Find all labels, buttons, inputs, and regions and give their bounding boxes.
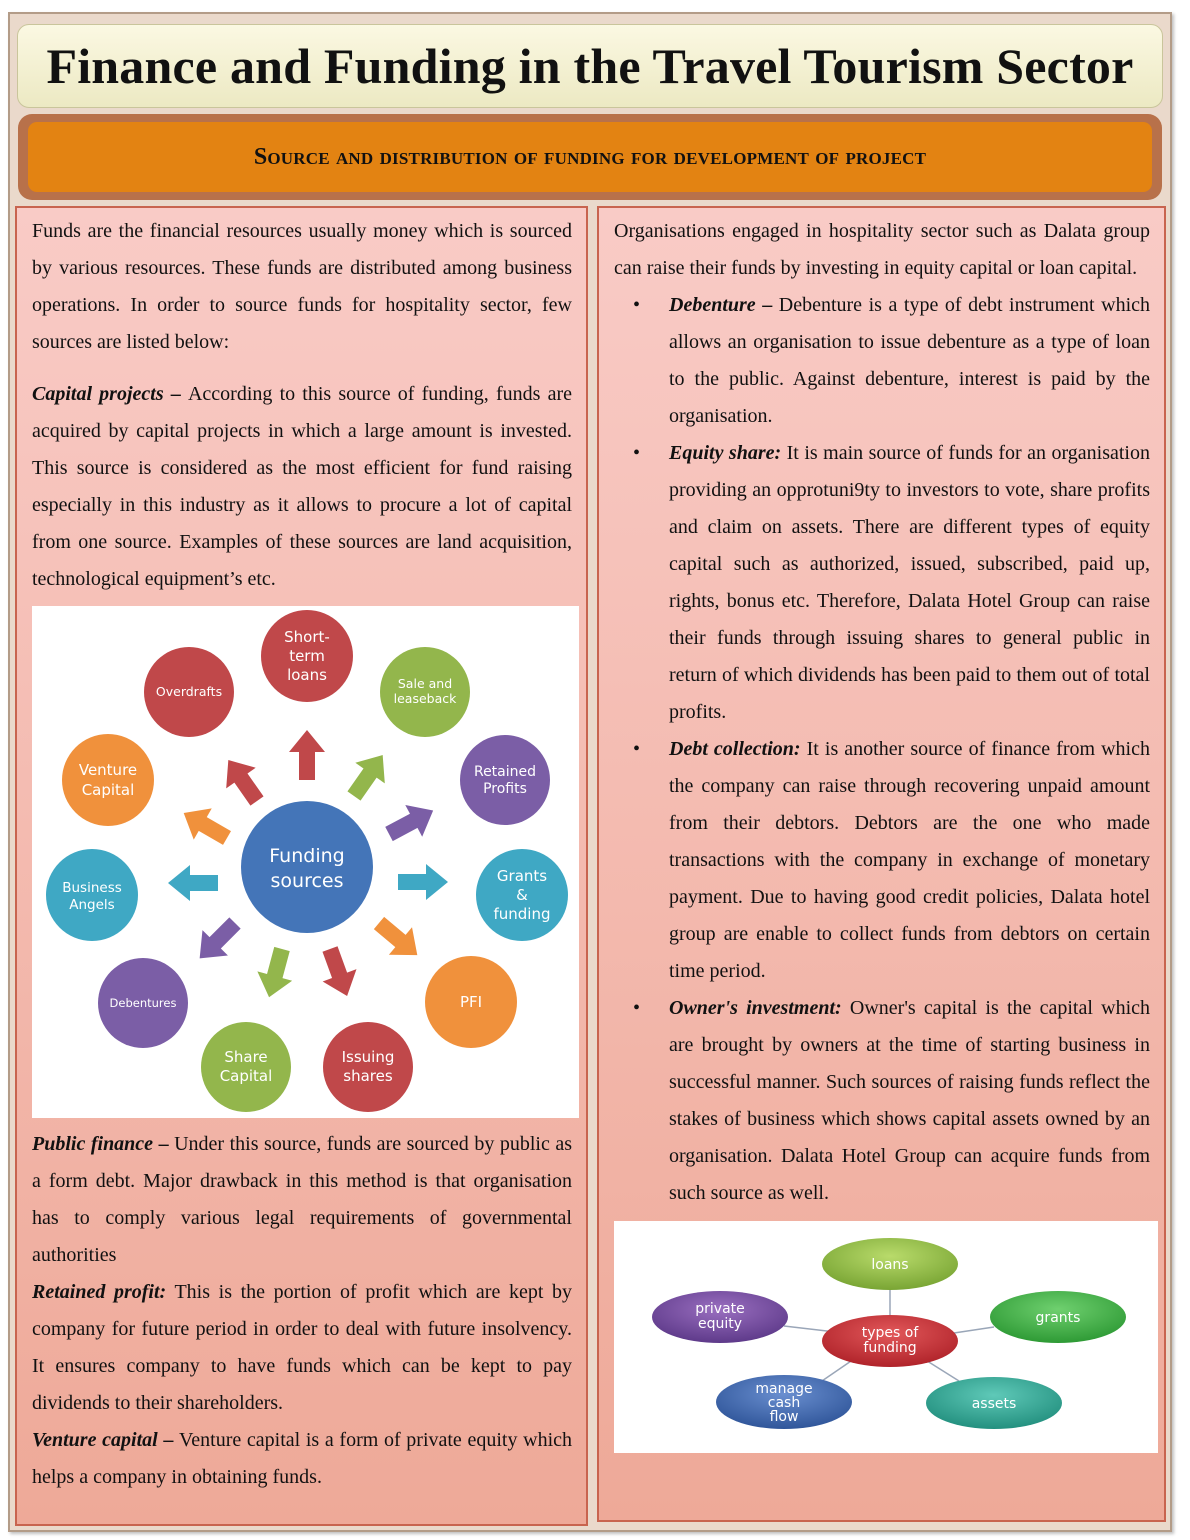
- center-label-1: Funding: [269, 845, 345, 867]
- equity-share-term: Equity share:: [669, 442, 782, 464]
- types-of-funding-diagram: [614, 1221, 1158, 1453]
- intro-paragraph: Funds are the financial resources usually money which is sourced by various resources. These funds are distributed among business operations. In order to source funds for hospitality sector, few sources are listed below:: [32, 220, 572, 353]
- loans-label: loans: [871, 1257, 909, 1273]
- arrow-left-icon: [168, 865, 218, 901]
- pfi-label: PFI: [459, 993, 483, 1011]
- title-banner: [17, 24, 1163, 108]
- list-item-debenture: [669, 287, 1150, 435]
- venture-label-1: Venture: [78, 761, 138, 779]
- debt-collection-text: It is another source of finance from which the company can raise through recovering unpaid amount from their debtors. Debtors are the one who made transactions with the company in exchange of monetary payment. Due to having good credit policies, Dalata hotel group are enable to collect funds from debtors on certain time period.: [669, 738, 1150, 982]
- arrow-right-icon: [398, 864, 448, 900]
- grants-label-3: funding: [493, 905, 551, 923]
- retained-label-1: Retained: [473, 764, 537, 780]
- arrow-down-left-2-icon: [187, 910, 248, 971]
- left-column: [15, 206, 588, 1526]
- owners-investment-term: Owner's investment:: [669, 997, 842, 1019]
- cash-label-2: cash: [767, 1395, 801, 1411]
- center-label-2: funding: [863, 1340, 917, 1356]
- arrow-up-right-icon: [339, 745, 397, 807]
- private-equity-label-1: private: [695, 1301, 745, 1317]
- capital-projects-text: According to this source of funding, funds are acquired by capital projects in which a large amount is invested. This source is considered as the most efficient for fund raising especially in this industry as it allows to procure a lot of capital from one source. Examples of these sources are land acquisition, technological equipment’s etc.: [32, 383, 572, 590]
- page-title: Finance and Funding in the Travel Tourism Sector: [46, 38, 1134, 94]
- center-node: [241, 801, 373, 933]
- capital-projects-dash: –: [163, 383, 188, 405]
- document-page: [8, 12, 1172, 1532]
- debenture-dash: –: [755, 294, 779, 316]
- debenture-text: Debenture is a type of debt instrument which allows an organisation to issue debenture as a type of loan to the public. Against debenture, interest is paid by the organisation.: [669, 294, 1151, 427]
- business-angels-label-2: Angels: [69, 897, 115, 913]
- debentures-label: Debentures: [109, 996, 177, 1010]
- share-capital-label-1: Share: [224, 1048, 268, 1066]
- private-equity-label-2: equity: [697, 1316, 743, 1332]
- owners-investment-text: Owner's capital is the capital which are brought by owners at the time of starting business in successful manner. Such sources of raising funds reflect the stakes of business which shows capital assets owned by an organisation. Dalata Hotel Group can acquire funds from such source as well.: [669, 997, 1151, 1204]
- arrow-left-up-icon: [175, 797, 236, 853]
- funding-sources-diagram: [32, 606, 579, 1118]
- venture-label-2: Capital: [81, 781, 135, 799]
- public-finance-dash: –: [153, 1133, 175, 1155]
- arrow-down-right-icon: [313, 943, 364, 1002]
- public-finance-paragraph: [17, 1126, 586, 1274]
- share-capital-label-2: Capital: [219, 1067, 273, 1085]
- retained-profit-term: Retained profit:: [32, 1281, 167, 1303]
- arrow-up-icon: [289, 730, 325, 780]
- short-term-label-2: term: [289, 647, 325, 665]
- grants-label: grants: [1035, 1310, 1081, 1326]
- grants-label-1: Grants: [496, 867, 548, 885]
- subtitle-banner: [18, 114, 1162, 200]
- arrow-right-up-icon: [381, 795, 442, 850]
- node-venture-capital: [62, 734, 154, 826]
- assets-label: assets: [971, 1396, 1017, 1412]
- public-finance-term: Public finance: [32, 1133, 154, 1155]
- arrow-right-down-icon: [367, 909, 428, 969]
- list-item-owners-investment: [669, 990, 1150, 1212]
- debt-collection-term: Debt collection:: [669, 738, 801, 760]
- center-label-1: types of: [861, 1325, 919, 1341]
- retained-label-2: Profits: [483, 781, 527, 797]
- center-label-2: sources: [270, 870, 344, 892]
- subtitle-panel: [28, 122, 1152, 192]
- sale-leaseback-label-1: Sale and: [397, 676, 453, 691]
- list-item-equity-share: [669, 435, 1150, 731]
- cash-label-3: flow: [769, 1409, 799, 1425]
- venture-capital-dash: –: [157, 1429, 180, 1451]
- arrow-up-left-icon: [214, 750, 272, 812]
- retained-profit-paragraph: [17, 1274, 586, 1422]
- venture-capital-text: Venture capital is a form of private equity which helps a company in obtaining funds.: [32, 1429, 573, 1488]
- node-retained-profits: [460, 735, 550, 825]
- equity-share-text: It is main source of funds for an organisation providing an opprotuni9ty to investors to vote, share profits and claim on assets. There are different types of equity capital such as authorized, issued, subscribed, paid up, rights, bonus etc. Therefore, Dalata Hotel Group can raise their funds through issuing shares to general public in return of which dividends has been paid to them out of total profits.: [669, 442, 1150, 723]
- right-column: [597, 206, 1166, 1522]
- venture-capital-term: Venture capital: [32, 1429, 158, 1451]
- capital-projects-term: Capital projects: [32, 383, 164, 405]
- retained-profit-text: This is the portion of profit which are kept by company for future period in order to deal with future insolvency. It ensures company to have funds which can be kept to pay dividends to their shareholders.: [32, 1281, 573, 1414]
- issuing-label-2: shares: [343, 1067, 393, 1085]
- owners-investment-space: [842, 997, 850, 1019]
- right-intro-paragraph: Organisations engaged in hospitality sector such as Dalata group can raise their funds by investing in equity capital or loan capital.: [614, 220, 1150, 279]
- arrow-down-left-icon: [252, 944, 300, 1002]
- short-term-label-1: Short-: [284, 628, 330, 646]
- public-finance-text: Under this source, funds are sourced by public as a form debt. Major drawback in this method is that organisation has to comply various legal requirements of governmental authorities: [32, 1133, 572, 1266]
- short-term-label-3: loans: [287, 666, 327, 684]
- capital-projects-paragraph: [17, 376, 586, 598]
- section-subtitle: Source and distribution of funding for development of project: [253, 143, 927, 170]
- business-angels-label-1: Business: [62, 880, 122, 896]
- overdrafts-label: Overdrafts: [155, 684, 223, 699]
- funding-source-list: [599, 287, 1164, 1212]
- grants-label-2: &: [516, 886, 528, 904]
- debenture-term: Debenture: [669, 294, 756, 316]
- sale-leaseback-label-2: leaseback: [393, 691, 457, 706]
- issuing-label-1: Issuing: [341, 1048, 395, 1066]
- cash-label-1: manage: [755, 1381, 813, 1397]
- venture-capital-paragraph: [17, 1422, 586, 1496]
- list-item-debt-collection: [669, 731, 1150, 990]
